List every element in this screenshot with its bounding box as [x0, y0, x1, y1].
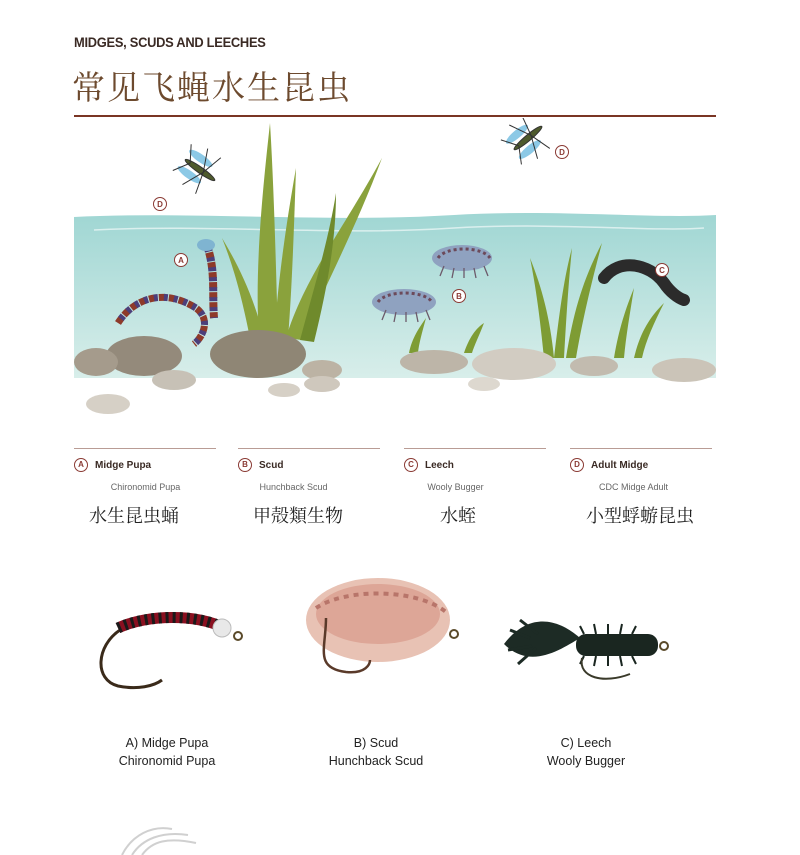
legend-divider	[570, 448, 712, 449]
fly-caption-line2: Wooly Bugger	[546, 754, 626, 768]
legend-item-c	[404, 448, 546, 538]
callout-d-left-text: D	[157, 200, 163, 209]
fly-caption-line1: C) Leech	[560, 736, 612, 750]
callout-d-right	[556, 146, 569, 159]
fly-caption-a	[92, 734, 242, 770]
legend-name: Adult Midge	[591, 459, 649, 471]
partial-fly-image	[112, 815, 202, 855]
legend-item-b	[238, 448, 380, 538]
legend-badge: C	[404, 458, 418, 472]
section-eyebrow: MIDGES, SCUDS AND LEECHES	[74, 34, 266, 50]
legend-divider	[404, 448, 546, 449]
legend-fly-name: Wooly Bugger	[427, 482, 484, 492]
scud-fly-image	[296, 568, 466, 688]
legend-badge: A	[74, 458, 88, 472]
fly-caption-line2: Hunchback Scud	[328, 754, 424, 768]
legend-fly-name: CDC Midge Adult	[598, 482, 669, 492]
fly-caption-line1: B) Scud	[353, 736, 399, 750]
callout-b-text: B	[456, 292, 462, 301]
fly-caption-line1: A) Midge Pupa	[125, 736, 209, 750]
callout-d-left	[154, 198, 167, 211]
legend-chinese-name: 甲殻類生物	[253, 506, 343, 527]
callout-d-right-text: D	[559, 148, 565, 157]
legend-name: Midge Pupa	[95, 459, 152, 471]
legend-fly-name: Chironomid Pupa	[110, 482, 181, 492]
page-title: 常见飞蝇水生昆虫	[72, 68, 352, 107]
legend-name: Scud	[259, 459, 284, 471]
legend-item-a	[74, 448, 216, 538]
legend-fly-name: Hunchback Scud	[259, 482, 328, 492]
legend-divider	[238, 448, 380, 449]
callout-b	[453, 290, 466, 303]
aquatic-scene-illustration	[74, 118, 716, 448]
legend-badge: D	[570, 458, 584, 472]
title-rule	[74, 115, 716, 117]
legend-chinese-name: 小型蜉蝣昆虫	[586, 506, 694, 527]
fly-caption-c	[511, 734, 661, 770]
legend-divider	[74, 448, 216, 449]
fly-caption-b	[301, 734, 451, 770]
legend-badge: B	[238, 458, 252, 472]
midge-pupa-fly-image	[88, 600, 248, 700]
callout-c	[656, 264, 669, 277]
callout-c-text: C	[659, 266, 665, 275]
adult-midge-figures	[169, 118, 556, 198]
wooly-bugger-fly-image	[500, 600, 675, 690]
legend-item-d	[570, 448, 712, 538]
legend-name: Leech	[425, 459, 454, 471]
legend-chinese-name: 水生昆虫蛹	[89, 506, 179, 527]
callout-a-text: A	[178, 256, 184, 265]
callout-a	[175, 254, 188, 267]
legend-chinese-name: 水蛭	[440, 506, 476, 527]
fly-caption-line2: Chironomid Pupa	[118, 754, 216, 768]
